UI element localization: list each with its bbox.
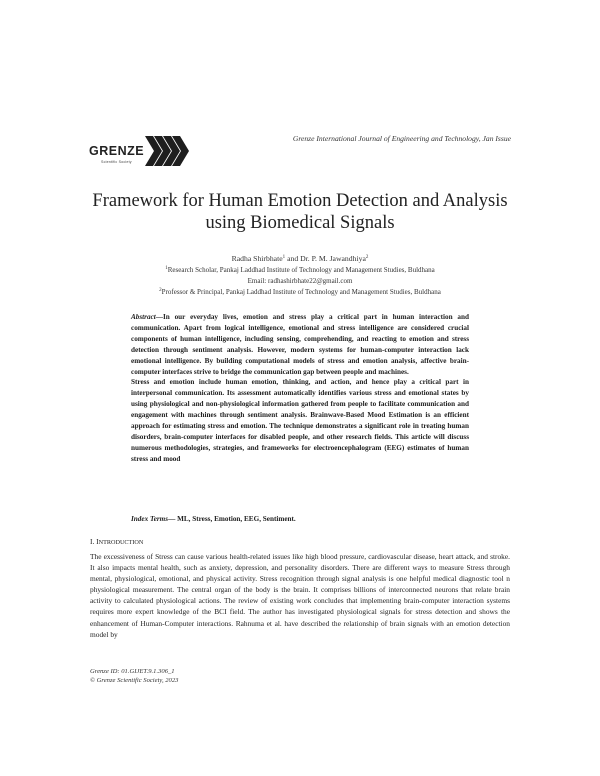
copyright-notice: © Grenze Scientific Society, 2023 — [90, 676, 179, 684]
logo-subtitle: Scientific Society — [101, 160, 132, 164]
affiliation-1 — [40, 266, 560, 274]
section-heading — [90, 537, 143, 546]
title-line-2: using Biomedical Signals — [205, 213, 395, 233]
abstract — [131, 312, 469, 465]
paper-title — [60, 190, 540, 234]
index-terms — [131, 515, 296, 523]
section-initial: I — [96, 537, 99, 546]
author-2: Dr. P. M. Jawandhiya — [300, 254, 366, 263]
journal-name: Grenze International Journal of Engineering and Technology, Jan Issue — [292, 134, 511, 143]
affiliation-2-mark: 2 — [159, 288, 162, 293]
section-title-rest: NTRODUCTION — [98, 539, 144, 546]
affiliation-2-text: Professor & Principal, Pankaj Laddhad Institute of Technology and Management Studies, Buldhana — [161, 288, 441, 296]
author-separator: and — [285, 254, 301, 263]
chevrons-icon — [145, 134, 189, 168]
affiliation-2 — [40, 288, 560, 296]
author-email: Email: radhashirbhate22@gmail.com — [247, 277, 353, 285]
abstract-text-1: —In our everyday lives, emotion and stress play a critical part in human interaction and communication. Apart from logical intelligence, emotional and stress intelligence are considered crucial components of human intelligence, including sensing, comprehending, and reacting to emotion and stress detection through sentiment analysis. However, modern systems for human-computer interaction lack emotional intelligence. By building computational models of stress and emotion analysis, affective brain-computer interfaces strive to bridge the communication gap between people and machines. — [131, 313, 469, 376]
abstract-paragraph-2: Stress and emotion include human emotion, thinking, and action, and hence play a critical part in interpersonal communication. Its assessment automatically identifies various stress and emotional states by using physiological and non-physiological information gathered from people to facilitate communication and engagement with machines through sentiment analysis. Brainwave-Based Mood Estimation is an efficient approach for estimating stress and emotion. The technique demonstrates a significant role in treating human disorders, brain-computer interfaces for disabled people, and other research fields. This article will discuss numerous methodologies, strategies, and frameworks for electroencephalogram (EEG) estimates of human stress and mood — [131, 378, 469, 463]
title-line-1: Framework for Human Emotion Detection and Analysis — [92, 191, 508, 211]
author-list — [60, 254, 540, 263]
author-1-affiliation-mark: 1 — [282, 255, 286, 260]
abstract-heading: Abstract — [131, 313, 156, 321]
publisher-logo — [89, 134, 189, 168]
page-footer — [90, 668, 178, 686]
abstract-paragraph-1 — [131, 312, 469, 377]
index-terms-label: Index Terms — [131, 515, 169, 523]
author-1: Radha Shirbhate — [231, 254, 283, 263]
affiliation-1-mark: 1 — [165, 266, 168, 271]
section-number: I. — [90, 537, 97, 546]
logo-wordmark: GRENZE — [89, 144, 145, 158]
index-terms-text: — ML, Stress, Emotion, EEG, Sentiment. — [168, 515, 296, 523]
affiliation-1-text: Research Scholar, Pankaj Laddhad Institute of Technology and Management Studies, Buldhana — [167, 266, 435, 274]
author-2-affiliation-mark: 2 — [365, 255, 369, 260]
grenze-id: Grenze ID: 01.GIJET.9.1.306_1 — [90, 668, 175, 675]
introduction-body: The excessiveness of Stress can cause various health-related issues like high blood pressure, cardiovascular disease, heart attack, and stroke. It also impacts mental health, such as anxiety, depression, and personality disorders. There are different ways to measure Stress through mental, physiological, emotional, and physical activity. Stress recognition through signal analysis is one helpful medical diagnostic tool n physiological measurement. The central organ of the body is the brain. It comprises billions of interconnected neurons that relate brain activity to calculated physiological actions. The review of existing work concludes that implementing brain-computer interaction systems requires more expert knowledge of the BCI field. The author has investigated physiological signals for stress detection and shows the enhancement of Human-Computer interactions. Rahnuma et al. have described the relationship of brain signals with an emotion detection model by — [90, 552, 510, 639]
